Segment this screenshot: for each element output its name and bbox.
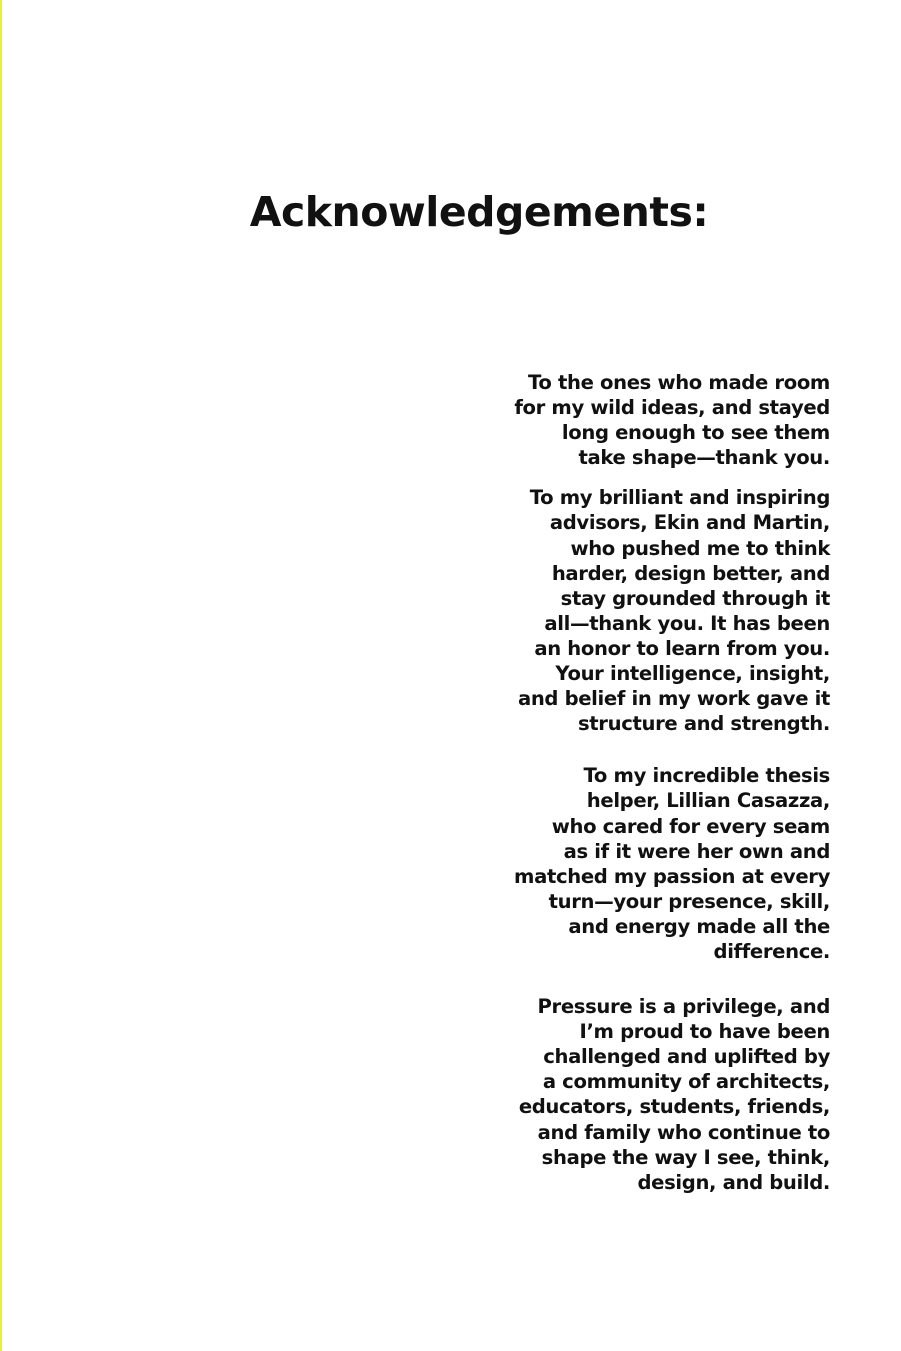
text-line: who pushed me to think xyxy=(570,536,830,560)
paragraph-thanks-supporters xyxy=(490,370,830,470)
text-line: challenged and uplifted by xyxy=(543,1045,830,1069)
text-line: an honor to learn from you. xyxy=(534,636,830,660)
text-line: structure and strength. xyxy=(577,712,830,736)
text-line: and family who continue to xyxy=(537,1120,830,1144)
text-line: Pressure is a privilege, and xyxy=(537,995,830,1019)
text-line: all—thank you. It has been xyxy=(544,611,830,635)
text-line: I’m proud to have been xyxy=(579,1020,830,1044)
text-line: and energy made all the xyxy=(568,914,830,938)
text-line: Your intelligence, insight, xyxy=(555,662,830,686)
text-line: helper, Lillian Casazza, xyxy=(586,789,830,813)
text-line: take shape—thank you. xyxy=(578,446,830,470)
paragraph-thanks-advisors xyxy=(490,485,830,736)
text-line: as if it were her own and xyxy=(563,839,830,863)
text-line: a community of architects, xyxy=(542,1070,830,1094)
page-title: Acknowledgements: xyxy=(249,188,709,236)
text-line: shape the way I see, think, xyxy=(541,1145,830,1169)
paragraph-thanks-thesis-helper xyxy=(490,763,830,964)
text-line: To my brilliant and inspiring xyxy=(529,486,830,510)
text-line: educators, students, friends, xyxy=(518,1095,830,1119)
text-line: turn—your presence, skill, xyxy=(548,889,830,913)
text-line: long enough to see them xyxy=(561,421,830,445)
text-line: harder, design better, and xyxy=(551,561,830,585)
text-line: advisors, Ekin and Martin, xyxy=(549,511,830,535)
text-line: To the ones who made room xyxy=(527,371,830,394)
text-line: matched my passion at every xyxy=(514,864,830,888)
text-line: design, and build. xyxy=(637,1170,830,1194)
text-line: stay grounded through it xyxy=(560,586,830,610)
text-line: To my incredible thesis xyxy=(583,764,830,788)
acknowledgements-body xyxy=(490,370,830,1195)
paragraph-thanks-community xyxy=(490,994,830,1195)
text-line: for my wild ideas, and stayed xyxy=(514,396,830,420)
text-line: difference. xyxy=(713,939,830,963)
text-line: who cared for every seam xyxy=(551,814,830,838)
text-line: and belief in my work gave it xyxy=(517,687,830,711)
